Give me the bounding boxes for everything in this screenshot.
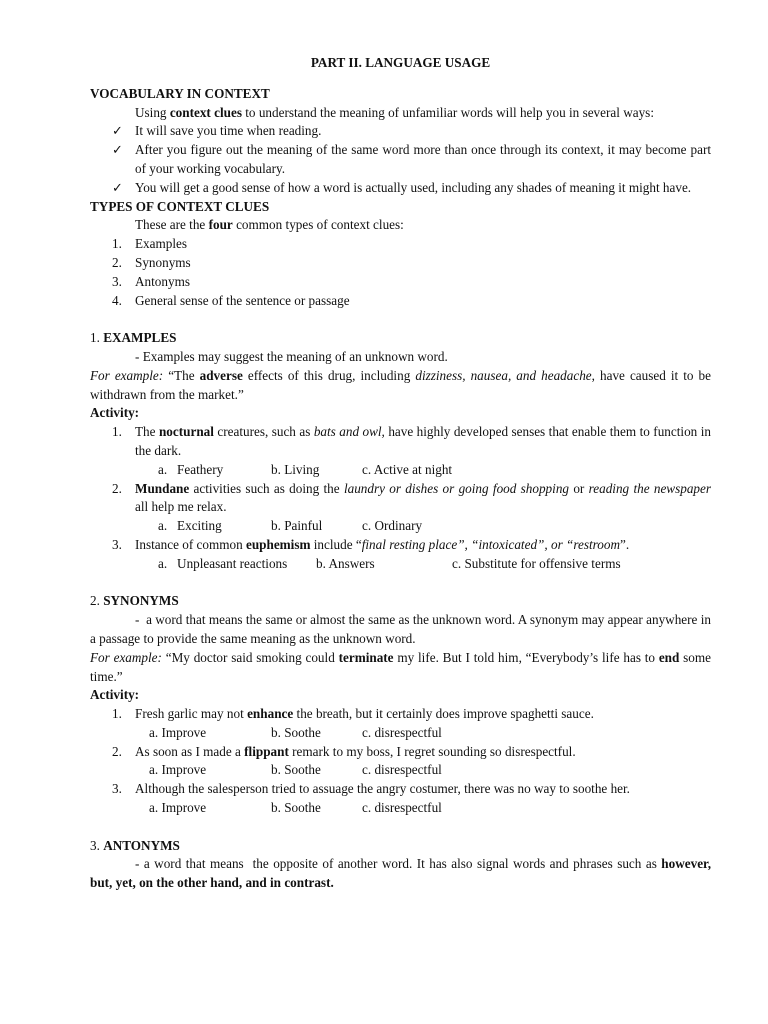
answer-options bbox=[90, 517, 711, 536]
text-run: Fresh garlic may not bbox=[135, 706, 248, 722]
question-number: 1. bbox=[112, 424, 122, 440]
answer-option: c. Substitute for offensive terms bbox=[452, 555, 621, 571]
text-italic: laundry or dishes or going food shopping bbox=[343, 480, 570, 496]
answer-options bbox=[90, 555, 711, 574]
answer-options bbox=[90, 799, 711, 818]
list-item-text: Antonyms bbox=[135, 273, 190, 289]
antonyms-definition bbox=[90, 855, 711, 893]
vocab-bullet-text: It will save you time when reading. bbox=[135, 123, 322, 139]
text-italic: final resting place”, “intoxicated”, or “restroom bbox=[361, 536, 620, 552]
answer-option: a. Improve bbox=[149, 724, 207, 740]
for-example-label: For example: bbox=[90, 367, 164, 383]
examples-activity-label: Activity: bbox=[90, 405, 140, 421]
text-run: Instance of common bbox=[135, 536, 246, 552]
examples-definition: - Examples may suggest the meaning of an unknown word. bbox=[135, 348, 448, 364]
synonyms-heading bbox=[90, 592, 711, 611]
text-italic: bats and owl, bbox=[313, 424, 385, 440]
text-run: have highly developed senses that enable them to function in the dark. bbox=[135, 424, 711, 458]
examples-question bbox=[90, 536, 711, 555]
page-title: PART II. LANGUAGE USAGE bbox=[310, 55, 491, 70]
spacer bbox=[90, 574, 711, 593]
answer-option: a. Improve bbox=[149, 800, 207, 816]
text-bold: adverse bbox=[199, 367, 243, 383]
spacer bbox=[90, 310, 711, 329]
answer-option: a. Improve bbox=[149, 762, 207, 778]
text-run: activities such as doing the bbox=[189, 480, 344, 496]
answer-options bbox=[90, 761, 711, 780]
answer-option: a. Feathery bbox=[158, 461, 224, 477]
text-bold: nocturnal bbox=[158, 424, 214, 440]
text-bold: enhance bbox=[247, 706, 294, 722]
section-title: EXAMPLES bbox=[103, 330, 177, 346]
text-italic: reading the newspaper bbox=[588, 480, 711, 496]
synonyms-question bbox=[90, 705, 711, 724]
synonyms-question bbox=[90, 780, 711, 799]
examples-question bbox=[90, 423, 711, 461]
checkmark-icon: ✓ bbox=[112, 123, 124, 139]
text-run: “My doctor said smoking could bbox=[161, 649, 339, 665]
checkmark-icon: ✓ bbox=[112, 142, 124, 158]
types-intro-post: common types of context clues: bbox=[232, 217, 404, 233]
types-heading: TYPES OF CONTEXT CLUES bbox=[90, 198, 270, 214]
text-run: remark to my boss, I regret sounding so disrespectful. bbox=[288, 743, 576, 759]
text-run: - a word that means the opposite of another word. It has also signal words and phrases such as bbox=[135, 856, 662, 872]
answer-option: c. Active at night bbox=[362, 461, 453, 477]
question-number: 3. bbox=[112, 781, 122, 797]
text-run: my life. But I told him, “Everybody’s life has to bbox=[393, 649, 659, 665]
text-bold: end bbox=[658, 649, 680, 665]
vocab-bullet bbox=[90, 141, 711, 179]
types-list-item bbox=[90, 273, 711, 292]
list-number: 1. bbox=[112, 236, 122, 252]
text-run: ”. bbox=[619, 536, 630, 552]
vocab-intro-bold: context clues bbox=[169, 104, 242, 120]
question-number: 2. bbox=[112, 480, 122, 496]
answer-option: a. Unpleasant reactions bbox=[158, 555, 288, 571]
question-number: 2. bbox=[112, 743, 122, 759]
section-number: 2. bbox=[90, 593, 100, 609]
question-number: 3. bbox=[112, 536, 122, 552]
text-run: include “ bbox=[310, 536, 362, 552]
list-number: 4. bbox=[112, 292, 122, 308]
text-run: the breath, but it certainly does improve spaghetti sauce. bbox=[293, 706, 594, 722]
list-item-text: Examples bbox=[135, 236, 188, 252]
types-list-item bbox=[90, 292, 711, 311]
text-bold: flippant bbox=[244, 743, 289, 759]
text-run: As soon as I made a bbox=[135, 743, 245, 759]
answer-option: c. disrespectful bbox=[362, 762, 442, 778]
list-item-text: Synonyms bbox=[135, 254, 191, 270]
checkmark-icon: ✓ bbox=[112, 179, 124, 195]
types-intro-pre: These are the bbox=[135, 217, 209, 233]
text-run: The bbox=[135, 424, 159, 440]
vocab-heading: VOCABULARY IN CONTEXT bbox=[90, 85, 270, 101]
text-run: creatures, such as bbox=[213, 424, 314, 440]
answer-option: b. Living bbox=[271, 461, 320, 477]
vocab-intro-post: to understand the meaning of unfamiliar words will help you in several ways: bbox=[241, 104, 654, 120]
question-number: 1. bbox=[112, 706, 122, 722]
synonyms-question bbox=[90, 743, 711, 762]
text-run: , have caused it to be withdrawn from the market.” bbox=[90, 367, 711, 402]
types-list-item bbox=[90, 254, 711, 273]
answer-option: b. Soothe bbox=[271, 762, 321, 778]
answer-option: b. Painful bbox=[271, 518, 323, 534]
types-list-item bbox=[90, 235, 711, 254]
text-bold: terminate bbox=[338, 649, 394, 665]
list-number: 2. bbox=[112, 254, 122, 270]
text-run: some time.” bbox=[90, 649, 712, 684]
answer-option: c. Ordinary bbox=[362, 518, 423, 534]
answer-options bbox=[90, 724, 711, 743]
section-title: ANTONYMS bbox=[103, 837, 180, 853]
text-bold: euphemism bbox=[245, 536, 311, 552]
for-example-label: For example: bbox=[90, 649, 162, 665]
answer-option: c. disrespectful bbox=[362, 724, 442, 740]
vocab-intro-pre: Using bbox=[135, 104, 170, 120]
text-run: effects of this drug, including bbox=[242, 367, 416, 383]
examples-question bbox=[90, 480, 711, 518]
answer-option: b. Soothe bbox=[271, 800, 321, 816]
text-bold: however, but, yet, on the other hand, and in contrast. bbox=[90, 856, 711, 891]
section-number: 1. bbox=[90, 330, 100, 346]
list-number: 3. bbox=[112, 273, 122, 289]
vocab-bullet-text: You will get a good sense of how a word is actually used, including any shades of meaning it might have. bbox=[135, 179, 692, 195]
synonyms-activity-label: Activity: bbox=[90, 687, 140, 703]
text-bold: Mundane bbox=[135, 480, 190, 496]
vocab-bullet-text: After you figure out the meaning of the same word more than once through its context, it may become part of your working vocabulary. bbox=[135, 142, 711, 176]
text-run: or bbox=[569, 480, 589, 496]
section-title: SYNONYMS bbox=[103, 593, 179, 609]
answer-option: b. Answers bbox=[316, 555, 375, 571]
antonyms-heading bbox=[90, 837, 711, 856]
section-number: 3. bbox=[90, 837, 100, 853]
text-run: all help me relax. bbox=[135, 499, 227, 515]
answer-option: c. disrespectful bbox=[362, 800, 442, 816]
vocab-bullet bbox=[90, 122, 711, 141]
synonyms-for-example bbox=[90, 649, 711, 687]
examples-heading bbox=[90, 329, 711, 348]
examples-for-example bbox=[90, 367, 711, 405]
text-italic: dizziness, nausea, and headache bbox=[415, 367, 592, 383]
spacer bbox=[90, 818, 711, 837]
text-run: “The bbox=[163, 367, 200, 383]
types-intro-bold: four bbox=[208, 217, 233, 233]
synonyms-definition: - a word that means the same or almost the same as the unknown word. A synonym may appear anywhere in a passage to provide the same meaning as the unknown word. bbox=[90, 612, 711, 646]
answer-option: b. Soothe bbox=[271, 724, 321, 740]
answer-options bbox=[90, 461, 711, 480]
answer-option: a. Exciting bbox=[158, 518, 222, 534]
vocab-intro bbox=[90, 104, 711, 123]
list-item-text: General sense of the sentence or passage bbox=[135, 292, 350, 308]
vocab-bullet bbox=[90, 179, 711, 198]
types-intro bbox=[90, 216, 711, 235]
text-run: Although the salesperson tried to assuage the angry costumer, there was no way to soothe her. bbox=[135, 781, 630, 797]
